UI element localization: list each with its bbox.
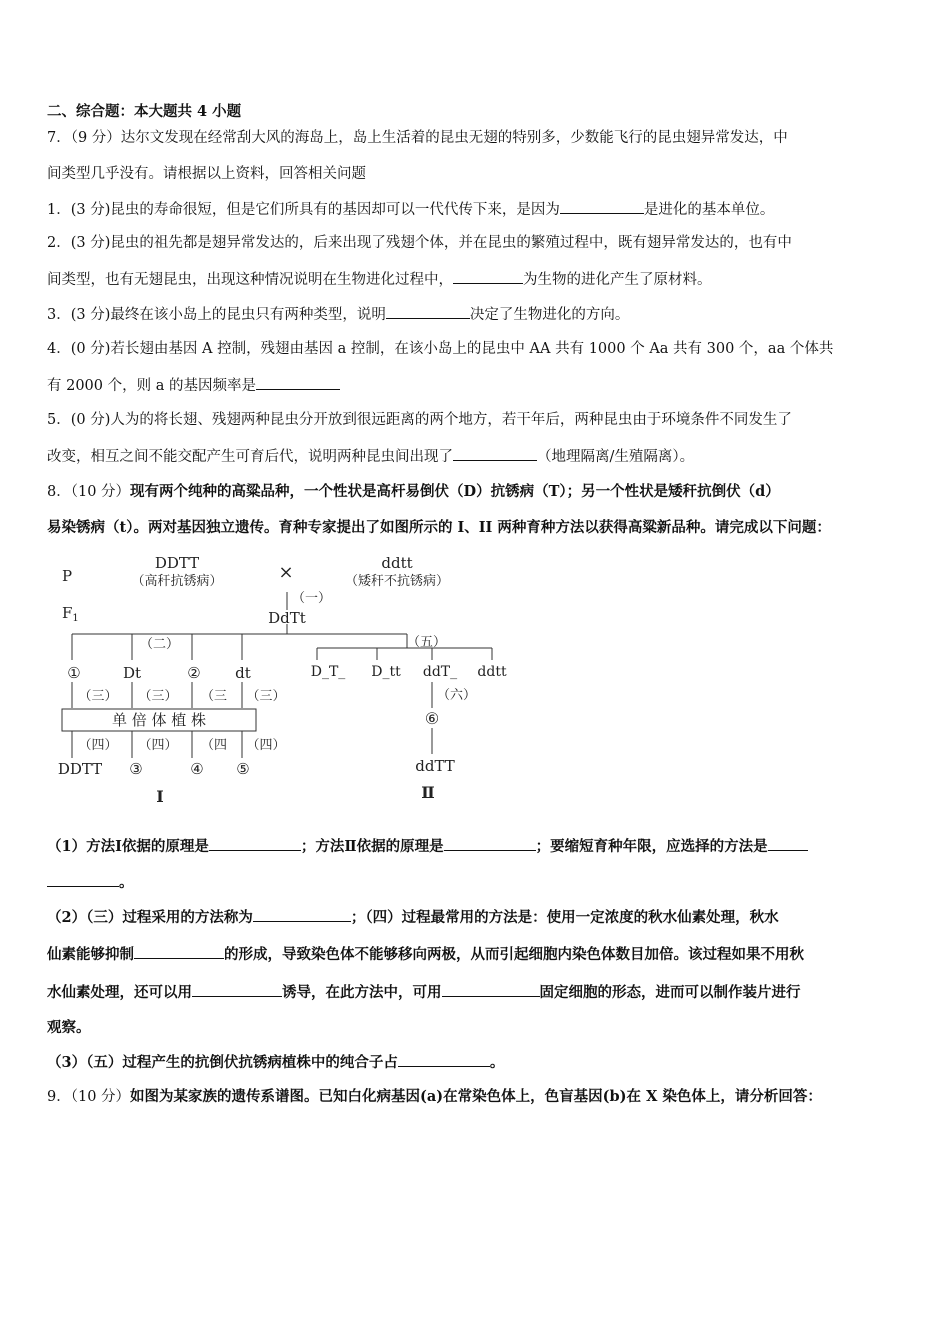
q9-stem bbox=[47, 1087, 822, 1107]
q7-sub5-tail: （地理隔离/生殖隔离）。 bbox=[537, 449, 695, 465]
answer-blank[interactable] bbox=[560, 199, 644, 214]
q7-stem-line1: 7．（9 分）达尔文发现在经常刮大风的海岛上，岛上生活着的昆虫无翅的特别多，少数能飞行的昆虫翅异常发达，中 bbox=[47, 130, 788, 146]
q7-stem-line2: 间类型几乎没有。请根据以上资料，回答相关问题 bbox=[47, 166, 366, 182]
q7-sub1-text: 1．(3 分)昆虫的寿命很短，但是它们所具有的基因却可以一代代传下来，是因为 bbox=[47, 202, 560, 218]
q7-sub5-line2 bbox=[47, 446, 694, 467]
answer-blank[interactable] bbox=[253, 907, 351, 922]
q8-part2-line2 bbox=[47, 944, 804, 965]
q8-part2-line1 bbox=[47, 907, 779, 928]
haploid-plant-box: 单 倍 体 植 株 bbox=[111, 711, 207, 729]
section-title: 二、综合题：本大题共 4 小题 bbox=[47, 103, 242, 120]
answer-blank[interactable] bbox=[768, 836, 808, 851]
breeding-diagram bbox=[52, 548, 522, 810]
q8-stem-line1 bbox=[47, 482, 780, 502]
step-2-label: （二） bbox=[140, 637, 180, 652]
parent2-genotype: ddtt bbox=[381, 554, 413, 572]
method1-result-2: ③ bbox=[129, 760, 143, 778]
q7-sub2-line1: 2．(3 分)昆虫的祖先都是翅异常发达的，后来出现了残翅个体，并在昆虫的繁殖过程中，既有翅异常发达的，也有中 bbox=[47, 235, 792, 251]
q9-number: 9．（10 分） bbox=[47, 1089, 131, 1105]
q7-sub2-text: 间类型，也有无翅昆虫，出现这种情况说明在生物进化过程中， bbox=[47, 272, 453, 288]
method1-result-3: ④ bbox=[190, 760, 204, 778]
q7-sub3-tail: 决定了生物进化的方向。 bbox=[469, 307, 630, 323]
label-f1-main: F bbox=[62, 604, 73, 622]
answer-blank[interactable] bbox=[442, 982, 540, 997]
q8-stem-line2: 易染锈病（t）。两对基因独立遗传。育种专家提出了如图所示的 I、II 两种育种方法以获得高粱新品种。请完成以下问题： bbox=[47, 519, 831, 536]
gamete-1: ① bbox=[67, 664, 81, 682]
f1-genotype: DdTt bbox=[268, 609, 306, 627]
q8-p3-text-a: （3）（五）过程产生的抗倒伏抗锈病植株中的纯合子占 bbox=[47, 1054, 398, 1071]
step-5-label: （五） bbox=[407, 635, 447, 650]
answer-blank[interactable] bbox=[256, 375, 340, 390]
method-1-label: I bbox=[156, 787, 164, 806]
answer-blank[interactable] bbox=[209, 836, 301, 851]
label-f1 bbox=[62, 604, 79, 624]
q8-part2-line4: 观察。 bbox=[47, 1019, 91, 1036]
q7-sub1-tail: 是进化的基本单位。 bbox=[643, 202, 775, 218]
q7-sub2-tail: 为生物的进化产生了原材料。 bbox=[523, 272, 712, 288]
q8-stem-text: 现有两个纯种的高粱品种，一个性状是高杆易倒伏（D）抗锈病（T）；另一个性状是矮秆抗倒伏（d） bbox=[130, 483, 780, 500]
method-2-label: Ⅱ bbox=[421, 783, 435, 802]
q7-sub2-line2 bbox=[47, 269, 712, 290]
step-3-label-2: （三） bbox=[138, 689, 178, 704]
f2-genotype-2: D_tt bbox=[371, 664, 401, 680]
q8-p2-text-c: 仙素能够抑制 bbox=[47, 946, 134, 963]
ddTT-result: ddTT bbox=[415, 757, 455, 775]
q7-sub4-text: 有 2000 个，则 a 的基因频率是 bbox=[47, 378, 256, 394]
q8-p2-text-b: ；（四）过程最常用的方法是：使用一定浓度的秋水仙素处理，秋水 bbox=[350, 909, 779, 926]
q7-sub4-line1: 4．(0 分)若长翅由基因 A 控制，残翅由基因 a 控制，在该小岛上的昆虫中 AA 共有 1000 个 Aa 共有 300 个，aa 个体共 bbox=[47, 341, 834, 357]
step-3-label-1: （三） bbox=[78, 689, 118, 704]
q8-p2-text-f: 诱导，在此方法中，可用 bbox=[282, 984, 442, 1001]
q8-p1-text-c: ；要缩短育种年限，应选择的方法是 bbox=[535, 838, 768, 855]
answer-blank[interactable] bbox=[398, 1052, 490, 1067]
q8-part1-line1 bbox=[47, 836, 808, 857]
answer-blank[interactable] bbox=[453, 446, 537, 461]
step-4-label-1: （四） bbox=[78, 738, 118, 753]
q7-sub5-line1: 5．(0 分)人为的将长翅、残翅两种昆虫分开放到很远距离的两个地方，若干年后，两种昆虫由于环境条件不同发生了 bbox=[47, 412, 792, 428]
q8-number: 8．（10 分） bbox=[47, 484, 131, 500]
q8-part1-line2 bbox=[47, 872, 134, 893]
f2-genotype-3: ddT_ bbox=[422, 664, 458, 680]
step-4-label-2: （四） bbox=[138, 738, 178, 753]
answer-blank[interactable] bbox=[134, 944, 224, 959]
step-3-label-3: （三 bbox=[200, 689, 228, 704]
q8-p2-text-g: 固定细胞的形态，进而可以制作装片进行 bbox=[539, 984, 801, 1001]
cross-symbol: × bbox=[278, 562, 294, 583]
f2-genotype-1: D_T_ bbox=[310, 664, 346, 680]
gamete-2: Dt bbox=[122, 664, 142, 682]
q8-p3-text-b: 。 bbox=[489, 1054, 505, 1071]
q9-stem-text: 如图为某家族的遗传系谱图。已知白化病基因(a)在常染色体上，色盲基因(b)在 X 染色体上，请分析回答： bbox=[130, 1088, 822, 1105]
q8-p2-text-d: 的形成，导致染色体不能够移向两极，从而引起细胞内染色体数目加倍。该过程如果不用秋 bbox=[224, 946, 804, 963]
gamete-3: ② bbox=[187, 664, 201, 682]
q7-sub4-line2 bbox=[47, 375, 340, 396]
parent2-phenotype: （矮秆不抗锈病） bbox=[344, 574, 450, 589]
q8-p1-text-d: 。 bbox=[119, 874, 134, 891]
q8-p1-text-a: （1）方法Ⅰ依据的原理是 bbox=[47, 838, 209, 855]
q8-part2-line3 bbox=[47, 982, 801, 1003]
q7-sub5-text: 改变，相互之间不能交配产生可育后代，说明两种昆虫间出现了 bbox=[47, 449, 453, 465]
q7-sub3-text: 3．(3 分)最终在该小岛上的昆虫只有两种类型，说明 bbox=[47, 307, 386, 323]
step-6-label: （六） bbox=[437, 688, 477, 703]
answer-blank[interactable] bbox=[453, 269, 523, 284]
step-4-label-4: （四） bbox=[246, 738, 286, 753]
parent1-phenotype: （高秆抗锈病） bbox=[131, 574, 223, 589]
answer-blank[interactable] bbox=[47, 872, 119, 887]
q7-sub3 bbox=[47, 304, 629, 325]
step-4-label-3: （四 bbox=[200, 738, 228, 753]
step-1-label: （一） bbox=[292, 591, 332, 606]
q8-part3 bbox=[47, 1052, 504, 1073]
q8-p2-text-e: 水仙素处理，还可以用 bbox=[47, 984, 192, 1001]
label-f1-sub: 1 bbox=[72, 613, 79, 624]
product-6: ⑥ bbox=[424, 709, 440, 728]
answer-blank[interactable] bbox=[192, 982, 282, 997]
method1-result-1: DDTT bbox=[57, 760, 103, 778]
step-3-label-4: （三） bbox=[246, 689, 286, 704]
method1-result-4: ⑤ bbox=[236, 760, 250, 778]
gamete-4: dt bbox=[235, 664, 251, 682]
parent1-genotype: DDTT bbox=[154, 554, 200, 572]
answer-blank[interactable] bbox=[386, 304, 470, 319]
f2-genotype-4: ddtt bbox=[477, 664, 507, 680]
q8-p2-text-a: （2）（三）过程采用的方法称为 bbox=[47, 909, 253, 926]
answer-blank[interactable] bbox=[444, 836, 536, 851]
q7-sub1 bbox=[47, 199, 774, 220]
label-p: P bbox=[62, 567, 73, 585]
q8-p1-text-b: ；方法Ⅱ依据的原理是 bbox=[300, 838, 444, 855]
